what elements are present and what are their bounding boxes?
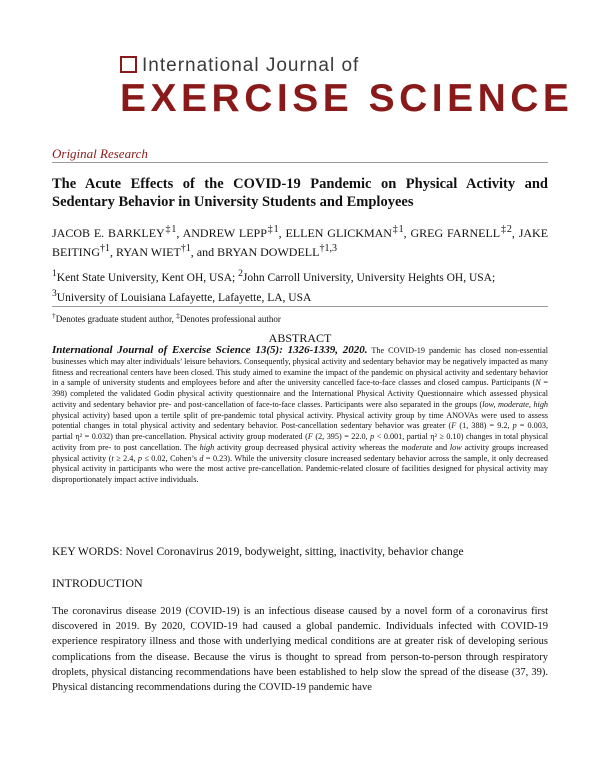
abstract-groups: low, moderate, high (482, 399, 549, 409)
abstract-text: = 0.23). While the university closure increased sedentary behavior across the sample, it only decreased physical activity in participants who were the most active pre-cancellation. Pandemic-related closure of facilities designed for physical activity may disproportionately impact active individuals. (52, 453, 548, 484)
author-name: RYAN WIET (116, 245, 181, 259)
header-divider (52, 162, 548, 163)
abstract-heading: ABSTRACT (268, 331, 332, 345)
abstract-group-term: high (199, 442, 215, 452)
affiliation-number: 1 (52, 268, 57, 279)
abstract-text: ≥ 2.4, (113, 453, 138, 463)
masthead-journal-small: International Journal of (142, 55, 360, 76)
author-affiliation-mark: ‡1 (266, 224, 279, 235)
note-mark: † (52, 311, 56, 320)
author-name: BRYAN DOWDELL (217, 245, 320, 259)
journal-logo-square (120, 56, 137, 73)
abstract-stat: F (451, 421, 457, 431)
abstract-stat: F (307, 432, 313, 441)
affiliation-text: John Carroll University, University Heights OH, USA; (242, 271, 496, 284)
author-separator: , (176, 226, 183, 240)
abstract-text: (1, 388) = 9.2, (456, 421, 513, 431)
journal-citation: International Journal of Exercise Science 13(5): 1326-1339, 2020. (52, 344, 368, 356)
affiliation-number: 3 (52, 287, 57, 299)
author-separator: , (110, 245, 116, 259)
abstract-stat: d (199, 453, 204, 463)
affiliation-text: University of Louisiana Lafayette, Lafayette, LA, USA (56, 291, 312, 304)
affiliation-divider (52, 306, 548, 307)
affiliation-number: 2 (238, 268, 243, 279)
author-separator: , (403, 226, 411, 240)
author-affiliation-mark: †1,3 (319, 243, 337, 254)
abstract-text: ≤ 0.02, Cohen’s (141, 453, 200, 463)
author-affiliation-mark: ‡1 (391, 224, 404, 235)
affiliation-list (52, 266, 548, 306)
abstract-text: = 0.003, partial η² = 0.032) than pre-cancellation. Physical activity group moderated ( (52, 421, 549, 441)
abstract-group-term: low (449, 442, 462, 452)
author-name: JACOB E. BARKLEY (52, 226, 165, 240)
abstract-text: activity groups increased physical activity ( (52, 442, 548, 463)
article-type-label: Original Research (52, 146, 148, 161)
journal-masthead (0, 56, 600, 132)
author-affiliation-mark: ‡1 (164, 224, 177, 235)
author-affiliation-mark: †1 (180, 243, 191, 254)
abstract-text: = 398) completed the validated Godin physical activity questionnaire and the International Physical Activity Questionnaire which assessed physical activity and sedentary behavior pre- and post-cancellation of face-to-face classes. Participants were also separated in the groups ( (52, 378, 548, 409)
abstract-text: < 0.001, partial η² ≥ 0.10) changes in total physical activity from pre- to post cancellation. The (52, 432, 548, 452)
author-affiliation-mark: ‡2 (500, 224, 512, 235)
abstract-text: The COVID-19 pandemic has closed non-essential businesses which may alter individuals’ leisure behaviors. Consequently, physical activity and sedentary behavior may be negatively impacted as many fitness and recreational centers have been closed. This study aimed to examine the impact of the pandemic on physical activity and sedentary behavior in a sample of university students and employees before and after the university cancelled face-to-face classes and closed campus. Participants ( (52, 346, 548, 388)
abstract-text: activity group decreased physical activity whereas the (214, 442, 402, 452)
author-notes (52, 310, 548, 325)
abstract-text: physical activity) based upon a tertile split of pre-pandemic total physical activity. Physical activity group by time ANOVAs were used to assess potential changes in total physical activity and sedentary behavior. Post-cancellation sedentary behavior was greater ( (52, 410, 548, 431)
abstract-stat: t (111, 453, 114, 463)
abstract-text: and (432, 442, 450, 452)
introduction-body: The coronavirus disease 2019 (COVID-19) is an infectious disease caused by a novel form of a coronavirus first discovered in 2019. By 2020, COVID-19 had caused a global pandemic. Individuals infected with COVID-19 experience respiratory illness and those with underlying medical conditions are at greater risk of developing serious complications from the disease. Because the virus is thought to spread from person-to-person through respiratory droplets, physical distancing recommendations have been established to help slow the spread of the disease (37, 39). Physical distancing recommendations during the COVID-19 pandemic have (52, 606, 548, 694)
author-affiliation-mark: †1 (100, 243, 110, 254)
author-name: GREG FARNELL (410, 226, 501, 240)
masthead-journal-large: EXERCISE SCIENCE (120, 77, 574, 120)
abstract-stat: p (137, 453, 142, 463)
abstract-stat: p (512, 421, 517, 431)
article-title: The Acute Effects of the COVID-19 Pandemic on Physical Activity and Sedentary Behavior in University Students and Employees (52, 176, 548, 210)
keywords-line: KEY WORDS: Novel Coronavirus 2019, bodyweight, sitting, inactivity, behavior change (52, 546, 464, 558)
author-separator: , and (190, 245, 218, 259)
author-name: ELLEN GLICKMAN (285, 226, 392, 240)
abstract-text: (2, 395) = 22.0, (312, 432, 371, 441)
introduction-heading: INTRODUCTION (52, 576, 143, 590)
author-list (52, 222, 548, 260)
abstract-stat: p (370, 432, 375, 441)
author-name: JAKE BEITING (52, 226, 549, 259)
abstract-group-term: moderate (401, 442, 433, 452)
author-separator: , (278, 226, 286, 240)
abstract-stat: N (535, 378, 541, 388)
note-text: Denotes professional author (179, 314, 281, 324)
note-mark: ‡ (176, 311, 180, 320)
author-name: ANDREW LEPP (182, 226, 267, 240)
abstract-body (52, 345, 548, 486)
note-text: Denotes graduate student author, (55, 314, 177, 324)
affiliation-text: Kent State University, Kent OH, USA; (56, 271, 239, 284)
author-separator: , (511, 226, 519, 240)
